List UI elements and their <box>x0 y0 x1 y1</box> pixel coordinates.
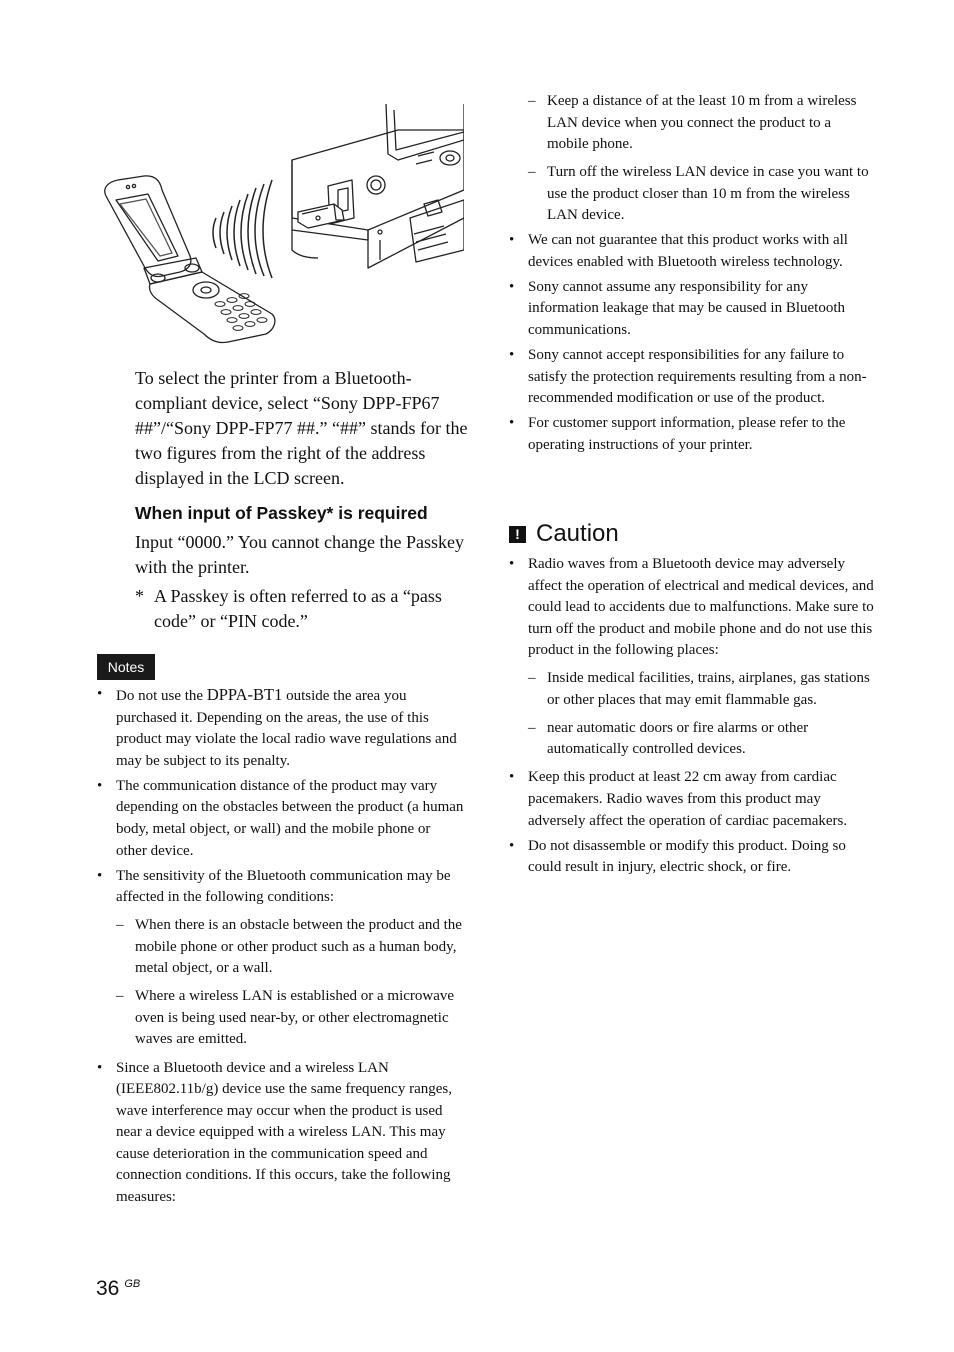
passkey-paragraph: Input “0000.” You cannot change the Passkey with the printer. <box>135 532 464 577</box>
list-item <box>97 1058 464 1209</box>
notes-sub-list-continued <box>528 91 872 234</box>
bullet-icon: • <box>509 837 515 854</box>
passkey-heading: When input of Passkey* is required <box>135 503 428 523</box>
list-item <box>509 277 876 342</box>
list-item <box>509 836 876 879</box>
list-item <box>509 554 876 761</box>
note-text: Sony cannot assume any responsibility for any information leakage that may be caused in Bluetooth communications. <box>528 278 845 338</box>
dash-icon: – <box>116 916 124 933</box>
note-text: Keep a distance of at the least 10 m from a wireless LAN device when you connect the product to a mobile phone. <box>547 93 857 153</box>
list-item <box>509 345 876 410</box>
caution-text: Inside medical facilities, trains, airplanes, gas stations or other places that may emit flammable gas. <box>547 669 870 708</box>
caution-heading <box>509 519 869 549</box>
note-text: Where a wireless LAN is established or a microwave oven is being used near-by, or other electromagnetic waves are emitted. <box>135 988 455 1048</box>
bluetooth-waves-icon <box>213 180 272 278</box>
dash-icon: – <box>116 988 124 1005</box>
sub-list-item <box>528 668 876 711</box>
note-text: When there is an obstacle between the product and the mobile phone or other product such as a human body, metal object, or a wall. <box>135 916 462 977</box>
dash-icon: – <box>528 164 536 181</box>
list-item <box>509 230 876 273</box>
sub-list-item <box>528 162 872 227</box>
caution-text: Radio waves from a Bluetooth device may adversely affect the operation of electrical and medical devices, and could lead to accidents due to malfunctions. Make sure to turn off the product and mobile phone and do not use this product in the following places: <box>528 556 874 659</box>
note-text: Turn off the wireless LAN device in case you want to use the product closer than 10 m from the wireless LAN device. <box>547 164 869 224</box>
sub-list-item <box>528 718 876 761</box>
note-text: We can not guarantee that this product works with all devices enabled with Bluetooth wireless technology. <box>528 232 848 270</box>
list-item <box>509 413 876 456</box>
note-text: Do not use the <box>116 688 207 704</box>
caution-text: Keep this product at least 22 cm away from cardiac pacemakers. Radio waves from this product may adversely affect the operation of cardiac pacemakers. <box>528 769 848 829</box>
sub-list <box>528 668 876 761</box>
page-number-value: 36 <box>96 1277 120 1300</box>
dash-icon: – <box>528 669 536 686</box>
bullet-icon: • <box>97 686 103 702</box>
list-item <box>509 767 876 832</box>
note-text: Since a Bluetooth device and a wireless LAN (IEEE802.11b/g) device use the same frequency ranges, wave interference may occur when the product is used near a device equipped with a wireless LAN. This may cause deterioration in the communication speed and connection conditions. If this occurs, take the following measures: <box>116 1059 452 1206</box>
footnote-mark: * <box>135 586 144 606</box>
bullet-icon: • <box>97 777 103 794</box>
caution-title: Caution <box>536 520 619 547</box>
sub-list-item <box>528 91 872 156</box>
printer-icon <box>292 104 464 268</box>
intro-paragraph: To select the printer from a Bluetooth-compliant device, select “Sony DPP-FP67 ##”/“Sony DPP-FP77 ##.” “##” stands for the two figures from the right of the address displayed in the LCD screen. <box>135 368 468 488</box>
region-code: GB <box>124 1278 141 1290</box>
notes-list-right <box>509 230 876 460</box>
warning-icon: ! <box>509 526 526 543</box>
list-item <box>97 776 464 862</box>
sub-list <box>116 915 464 1051</box>
note-text: The sensitivity of the Bluetooth communication may be affected in the following conditions: <box>116 867 451 906</box>
usb-adapter-icon <box>298 204 344 228</box>
bullet-icon: • <box>509 278 515 295</box>
list-item <box>97 866 464 1051</box>
list-item <box>97 684 464 772</box>
note-text: outside the area you purchased it. Depending on the areas, the use of this product may violate the local radio wave regulations and may be subject to its penalty. <box>116 688 457 769</box>
page-number <box>96 1277 140 1301</box>
note-text: Sony cannot accept responsibilities for any failure to satisfy the protection requirements resulting from a non-recommended modification or use of the product. <box>528 346 867 407</box>
bullet-icon: • <box>509 232 515 248</box>
sub-list-item <box>116 915 464 980</box>
dash-icon: – <box>528 93 536 109</box>
bullet-icon: • <box>97 1059 103 1076</box>
caution-list <box>509 554 876 882</box>
note-text: The communication distance of the product may vary depending on the obstacles between the product (a human body, metal object, or wall) and the mobile phone or other device. <box>116 777 464 859</box>
footnote-text: A Passkey is often referred to as a “pass code” or “PIN code.” <box>154 586 442 631</box>
caution-text: near automatic doors or fire alarms or other automatically controlled devices. <box>547 719 809 758</box>
model-name: DPPA-BT1 <box>206 685 283 704</box>
bullet-icon: • <box>509 346 515 363</box>
mobile-phone-icon <box>105 176 275 343</box>
notes-label: Notes <box>97 654 155 680</box>
phone-printer-illustration <box>98 100 464 346</box>
bullet-icon: • <box>509 769 515 786</box>
bullet-icon: • <box>509 556 515 572</box>
dash-icon: – <box>528 719 536 736</box>
caution-text: Do not disassemble or modify this product. Doing so could result in injury, electric shock, or fire. <box>528 837 846 876</box>
note-text: For customer support information, please refer to the operating instructions of your printer. <box>528 415 846 453</box>
bullet-icon: • <box>97 867 103 884</box>
bullet-icon: • <box>509 415 515 432</box>
sub-list-item <box>116 986 464 1051</box>
notes-list-left <box>97 684 464 1212</box>
passkey-footnote <box>135 584 465 634</box>
